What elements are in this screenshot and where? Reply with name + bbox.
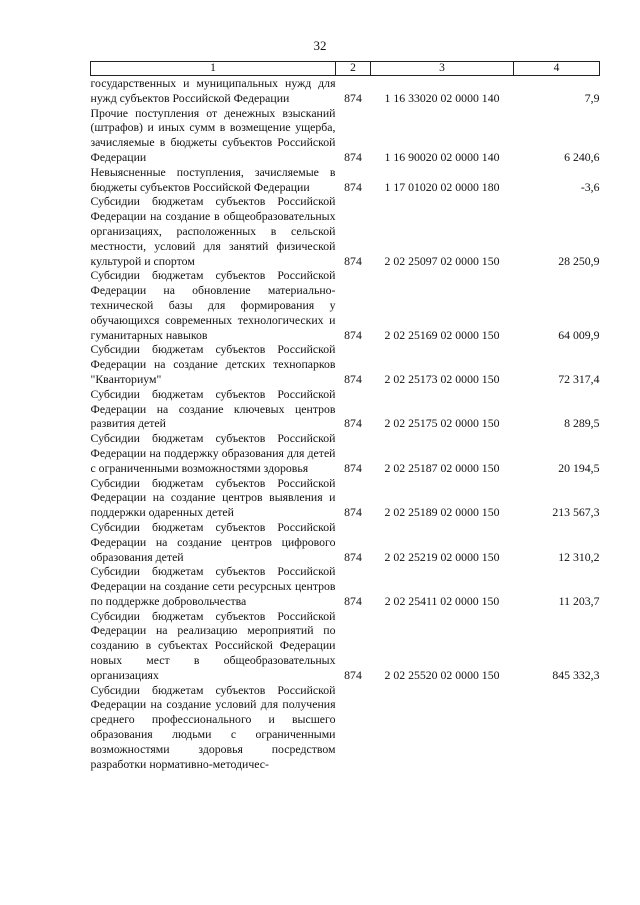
administrator-code: 874 <box>344 593 362 608</box>
table-row <box>91 165 600 195</box>
amount: 6 240,6 <box>564 149 600 164</box>
administrator-code: 874 <box>344 371 362 386</box>
column-header-1: 1 <box>91 62 336 76</box>
table-row <box>91 342 600 386</box>
revenue-table <box>90 61 600 771</box>
budget-classification-code: 2 02 25219 02 0000 150 <box>384 549 500 564</box>
table-row <box>91 520 600 564</box>
administrator-code: 874 <box>344 549 362 564</box>
table-row <box>91 268 600 342</box>
revenue-name: Субсидии бюджетам субъектов Российской Федерации на создание центров выявления и поддержки одаренных детей <box>90 475 336 520</box>
amount: 8 289,5 <box>564 416 600 431</box>
budget-classification-code <box>371 683 514 772</box>
budget-classification-code: 2 02 25097 02 0000 150 <box>384 253 500 268</box>
table-row <box>91 564 600 608</box>
table-row <box>91 431 600 475</box>
amount: 7,9 <box>584 90 600 105</box>
table-body <box>91 76 600 772</box>
table-row <box>91 387 600 431</box>
revenue-name: Субсидии бюджетам субъектов Российской Федерации на создание детских технопарков "Кванториум" <box>90 342 336 386</box>
table-row <box>91 106 600 165</box>
administrator-code: 874 <box>344 505 362 520</box>
budget-classification-code: 2 02 25189 02 0000 150 <box>384 505 500 520</box>
budget-classification-code: 2 02 25520 02 0000 150 <box>384 667 500 682</box>
budget-classification-code: 2 02 25411 02 0000 150 <box>384 593 500 608</box>
table-header <box>91 62 600 76</box>
budget-classification-code: 2 02 25175 02 0000 150 <box>384 416 500 431</box>
table-row-continued <box>91 683 600 772</box>
amount <box>514 683 600 772</box>
revenue-name: Субсидии бюджетам субъектов Российской Федерации на создание условий для получения среднего профессионального и высшего образования людьми с ограниченными возможностями здоровья посредством разработки нормативно-методичес- <box>90 682 336 771</box>
budget-classification-code: 1 16 90020 02 0000 140 <box>384 149 500 164</box>
column-header-2: 2 <box>336 62 371 76</box>
column-header-3: 3 <box>371 62 514 76</box>
administrator-code: 874 <box>344 416 362 431</box>
revenue-name: Субсидии бюджетам субъектов Российской Федерации на реализацию мероприятий по созданию в субъектах Российской Федерации новых мест в общеобразовательных организациях <box>90 608 336 682</box>
administrator-code: 874 <box>344 179 362 194</box>
revenue-name: Субсидии бюджетам субъектов Российской Федерации на создание в общеобразовательных организациях, расположенных в сельской местности, условий для занятий физической культурой и спортом <box>90 194 336 268</box>
revenue-name: Субсидии бюджетам субъектов Российской Федерации на обновление материально-технической базы для формирования у обучающихся современных технологических и гуманитарных навыков <box>90 268 336 342</box>
amount: 213 567,3 <box>552 505 600 520</box>
page-number: 32 <box>313 38 327 53</box>
revenue-name: Субсидии бюджетам субъектов Российской Федерации на создание сети ресурсных центров по поддержке добровольчества <box>90 564 336 608</box>
budget-classification-code: 1 16 33020 02 0000 140 <box>384 90 500 105</box>
budget-classification-code: 2 02 25173 02 0000 150 <box>384 371 500 386</box>
table-row <box>91 76 600 106</box>
revenue-name: Субсидии бюджетам субъектов Российской Федерации на поддержку образования для детей с ограниченными возможностями здоровья <box>90 431 336 475</box>
table-row <box>91 476 600 520</box>
administrator-code: 874 <box>344 253 362 268</box>
administrator-code: 874 <box>344 667 362 682</box>
revenue-name: Субсидии бюджетам субъектов Российской Федерации на создание ключевых центров развития детей <box>90 386 336 431</box>
table-row <box>91 194 600 268</box>
revenue-name: государственных и муниципальных нужд для нужд субъектов Российской Федерации <box>90 76 336 105</box>
amount: 20 194,5 <box>558 460 600 475</box>
column-header-4: 4 <box>514 62 600 76</box>
administrator-code: 874 <box>344 90 362 105</box>
budget-classification-code: 2 02 25187 02 0000 150 <box>384 460 500 475</box>
budget-classification-code: 1 17 01020 02 0000 180 <box>384 179 500 194</box>
amount: 72 317,4 <box>558 371 600 386</box>
amount: 11 203,7 <box>558 593 600 608</box>
amount: 28 250,9 <box>558 253 600 268</box>
amount: 12 310,2 <box>558 549 600 564</box>
amount: 845 332,3 <box>552 667 600 682</box>
administrator-code: 874 <box>344 327 362 342</box>
revenue-name: Прочие поступления от денежных взысканий (штрафов) и иных сумм в возмещение ущерба, зачисляемые в бюджеты субъектов Российской Федерации <box>90 105 336 164</box>
revenue-name: Субсидии бюджетам субъектов Российской Федерации на создание центров цифрового образования детей <box>90 519 336 564</box>
administrator-code <box>336 683 371 772</box>
administrator-code: 874 <box>344 149 362 164</box>
budget-classification-code: 2 02 25169 02 0000 150 <box>384 327 500 342</box>
amount: 64 009,9 <box>558 327 600 342</box>
amount: -3,6 <box>580 179 600 194</box>
revenue-name: Невыясненные поступления, зачисляемые в бюджеты субъектов Российской Федерации <box>90 164 336 194</box>
administrator-code: 874 <box>344 460 362 475</box>
table-row <box>91 609 600 683</box>
